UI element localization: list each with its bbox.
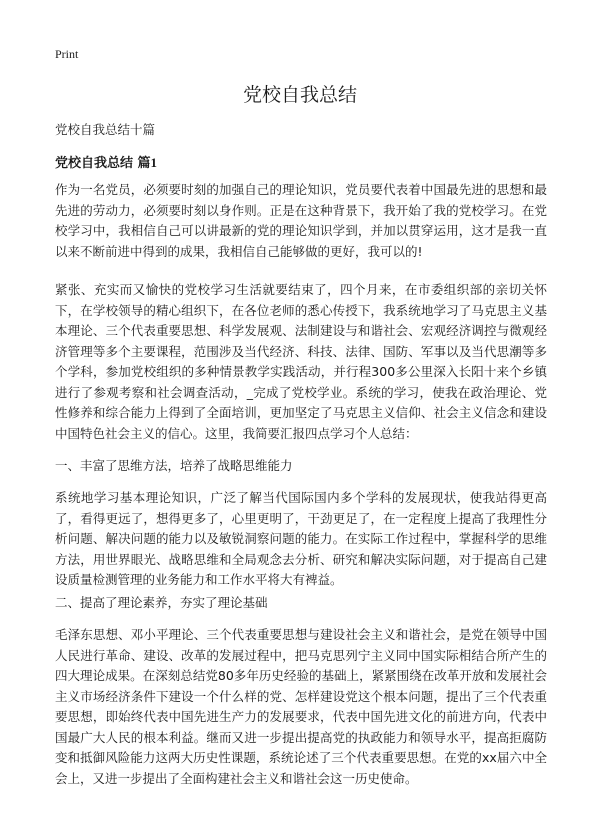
document-title: 党校自我总结 (242, 84, 357, 106)
heading-theory-foundation: 二、提高了理论素养，夯实了理论基础 (55, 595, 268, 610)
paragraph-intro: 作为一名党员，必须要时刻的加强自己的理论知识，党员要代表着中国最先进的思想和最先进的劳动力，必须要时刻以身作则。正是在这种背景下，我开始了我的党校学习。在党校学习中，我相信自己可以讲最新的党的理论知识学到，并加以贯穿运用，这才是我一直以来不断前进中得到的成果，我相信自己能够做的更好，我可以的! (55, 182, 547, 259)
paragraph-thinking-methods: 系统地学习基本理论知识，广泛了解当代国际国内多个学科的发展现状，使我站得更高了，看得更远了，想得更多了，心里更明了，干劲更足了，在一定程度上提高了我理性分析问题、解决问题的能力以及敏锐洞察问题的能力。在实际工作过程中，掌握科学的思维方法，用世界眼光、战略思维和全局观念去分析、研究和解决实际问题，对于提高自己建设质量检测管理的业务能力和工作水平将大有裨益。 (55, 490, 547, 587)
paragraph-theory-foundation: 毛泽东思想、邓小平理论、三个代表重要思想与建设社会主义和谐社会，是党在领导中国人民进行革命、建设、改革的发展过程中，把马克思列宁主义同中国实际相结合所产生的四大理论成果。在深刻总结党80多年历史经验的基础上，紧紧围绕在改革开放和发展社会主义市场经济条件下建设一个什么样的党、怎样建设党这个根本问题，提出了三个代表重要思想，即始终代表中国先进生产力的发展要求，代表中国先进文化的前进方向，代表中国最广大人民的根本利益。继而又进一步提出提高党的执政能力和领导水平，提高拒腐防变和抵御风险能力这两大历史性课题，系统论述了三个代表重要思想。在党的xx届六中全会上，又进一步提出了全面构建社会主义和谐社会这一历史使命。 (55, 627, 547, 786)
document-subtitle: 党校自我总结十篇 (55, 122, 156, 137)
section-title-text: 党校自我总结 (55, 156, 134, 171)
section-title (55, 152, 157, 171)
heading-thinking-methods: 一、丰富了思维方法，培养了战略思维能力 (55, 458, 293, 473)
section-number: 篇1 (137, 155, 158, 170)
paragraph-summary: 紧张、充实而又愉快的党校学习生活就要结束了，四个月来，在市委组织部的亲切关怀下，在学校领导的精心组织下，在各位老师的悉心传授下，我系统地学习了马克思主义基本理论、三个代表重要思想、科学发展观、法制建设与和谐社会、宏观经济调控与微观经济管理等多个主要课程，范围涉及当代经济、科技、法律、国防、军事以及当代思潮等多个学科，参加党校组织的多种情景教学实践活动，并行程300多公里深入长阳十来个乡镇进行了参观考察和社会调查活动，_完成了党校学业。系统的学习，使我在政治理论、党性修养和综合能力上得到了全面培训，更加坚定了马克思主义信仰、社会主义信念和建设中国特色社会主义的信心。这里，我简要汇报四点学习个人总结： (55, 282, 547, 441)
print-link[interactable]: Print (55, 47, 79, 61)
